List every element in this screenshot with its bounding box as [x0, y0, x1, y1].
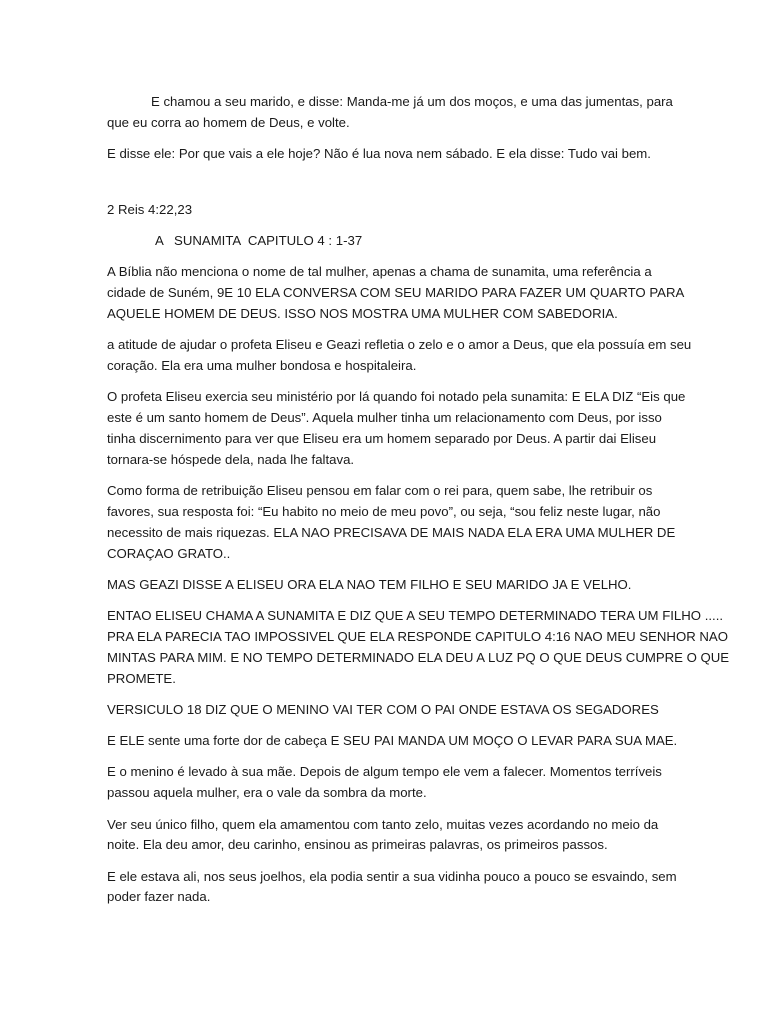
text-line: VERSICULO 18 DIZ QUE O MENINO VAI TER COM O PAI ONDE ESTAVA OS SEGADORES — [107, 701, 659, 717]
reference-text: 2 Reis 4:22,23 — [107, 201, 193, 217]
text-line: noite. Ela deu amor, deu carinho, ensinou as primeiras palavras, os primeiros passos. — [107, 837, 608, 853]
text-line: poder fazer nada. — [107, 889, 211, 905]
text-line: E o menino é levado à sua mãe. Depois de algum tempo ele vem a falecer. Momentos terríveis — [107, 764, 662, 780]
text-line: PROMETE. — [107, 670, 176, 686]
text-line: Como forma de retribuição Eliseu pensou em falar com o rei para, quem sabe, lhe retribuir os — [107, 483, 653, 499]
body-paragraph — [107, 262, 685, 324]
bible-reference — [107, 200, 672, 221]
text-line: cidade de Suném, 9E 10 ELA CONVERSA COM SEU MARIDO PARA FAZER UM QUARTO PARA — [107, 285, 685, 301]
section-heading — [107, 231, 672, 252]
document-page — [107, 92, 730, 919]
text-line: O profeta Eliseu exercia seu ministério por lá quando foi notado pela sunamita: E ELA DIZ “Eis que — [107, 389, 686, 405]
body-paragraph — [107, 867, 677, 909]
text-line: CORAÇAO GRATO.. — [107, 545, 231, 561]
body-paragraph — [107, 700, 672, 721]
body-paragraph — [107, 481, 676, 564]
body-paragraph — [107, 387, 686, 470]
text-line: que eu corra ao homem de Deus, e volte. — [107, 114, 350, 130]
text-line: necessito de mais riquezas. ELA NAO PRECISAVA DE MAIS NADA ELA ERA UMA MULHER DE — [107, 524, 676, 540]
body-paragraph — [107, 606, 730, 689]
body-paragraph — [107, 731, 678, 752]
text-line: A Bíblia não menciona o nome de tal mulher, apenas a chama de sunamita, uma referência a — [107, 264, 652, 280]
text-line: passou aquela mulher, era o vale da sombra da morte. — [107, 785, 427, 801]
text-line: ENTAO ELISEU CHAMA A SUNAMITA E DIZ QUE A SEU TEMPO DETERMINADO TERA UM FILHO ..... — [107, 608, 724, 624]
heading-text: A SUNAMITA CAPITULO 4 : 1-37 — [155, 233, 363, 249]
text-line: tornara-se hóspede dela, nada lhe faltava. — [107, 451, 355, 467]
text-line: E ele estava ali, nos seus joelhos, ela podia sentir a sua vidinha pouco a pouco se esvaindo, sem — [107, 868, 677, 884]
text-line: favores, sua resposta foi: “Eu habito no meio de meu povo”, ou seja, “sou feliz neste lugar, não — [107, 503, 661, 519]
body-paragraph — [107, 335, 692, 377]
text-line: tinha discernimento para ver que Eliseu era um homem separado por Deus. A partir dai Eliseu — [107, 431, 657, 447]
body-paragraph — [107, 575, 672, 596]
text-line: E disse ele: Por que vais a ele hoje? Não é lua nova nem sábado. E ela disse: Tudo vai bem. — [107, 146, 651, 162]
text-line: PRA ELA PARECIA TAO IMPOSSIVEL QUE ELA RESPONDE CAPITULO 4:16 NAO MEU SENHOR NAO — [107, 628, 728, 644]
text-line: E ELE sente uma forte dor de cabeça E SEU PAI MANDA UM MOÇO O LEVAR PARA SUA MAE. — [107, 733, 678, 749]
body-paragraph — [107, 762, 672, 804]
text-line: Ver seu único filho, quem ela amamentou com tanto zelo, muitas vezes acordando no meio da — [107, 816, 659, 832]
text-line: E chamou a seu marido, e disse: Manda-me já um dos moços, e uma das jumentas, para — [151, 94, 673, 109]
text-line: AQUELE HOMEM DE DEUS. ISSO NOS MOSTRA UMA MULHER COM SABEDORIA. — [107, 306, 618, 322]
text-line: a atitude de ajudar o profeta Eliseu e Geazi refletia o zelo e o amor a Deus, que ela possuía em seu — [107, 337, 692, 353]
body-paragraphs — [107, 262, 730, 908]
text-line: coração. Ela era uma mulher bondosa e hospitaleira. — [107, 358, 417, 374]
text-line: MAS GEAZI DISSE A ELISEU ORA ELA NAO TEM FILHO E SEU MARIDO JA E VELHO. — [107, 576, 632, 592]
intro-paragraph — [107, 92, 672, 134]
body-paragraph — [107, 815, 672, 857]
text-line: este é um santo homem de Deus”. Aquela mulher tinha um relacionamento com Deus, por isso — [107, 410, 662, 426]
verse-paragraph — [107, 144, 672, 165]
text-line: MINTAS PARA MIM. E NO TEMPO DETERMINADO ELA DEU A LUZ PQ O QUE DEUS CUMPRE O QUE — [107, 649, 730, 665]
